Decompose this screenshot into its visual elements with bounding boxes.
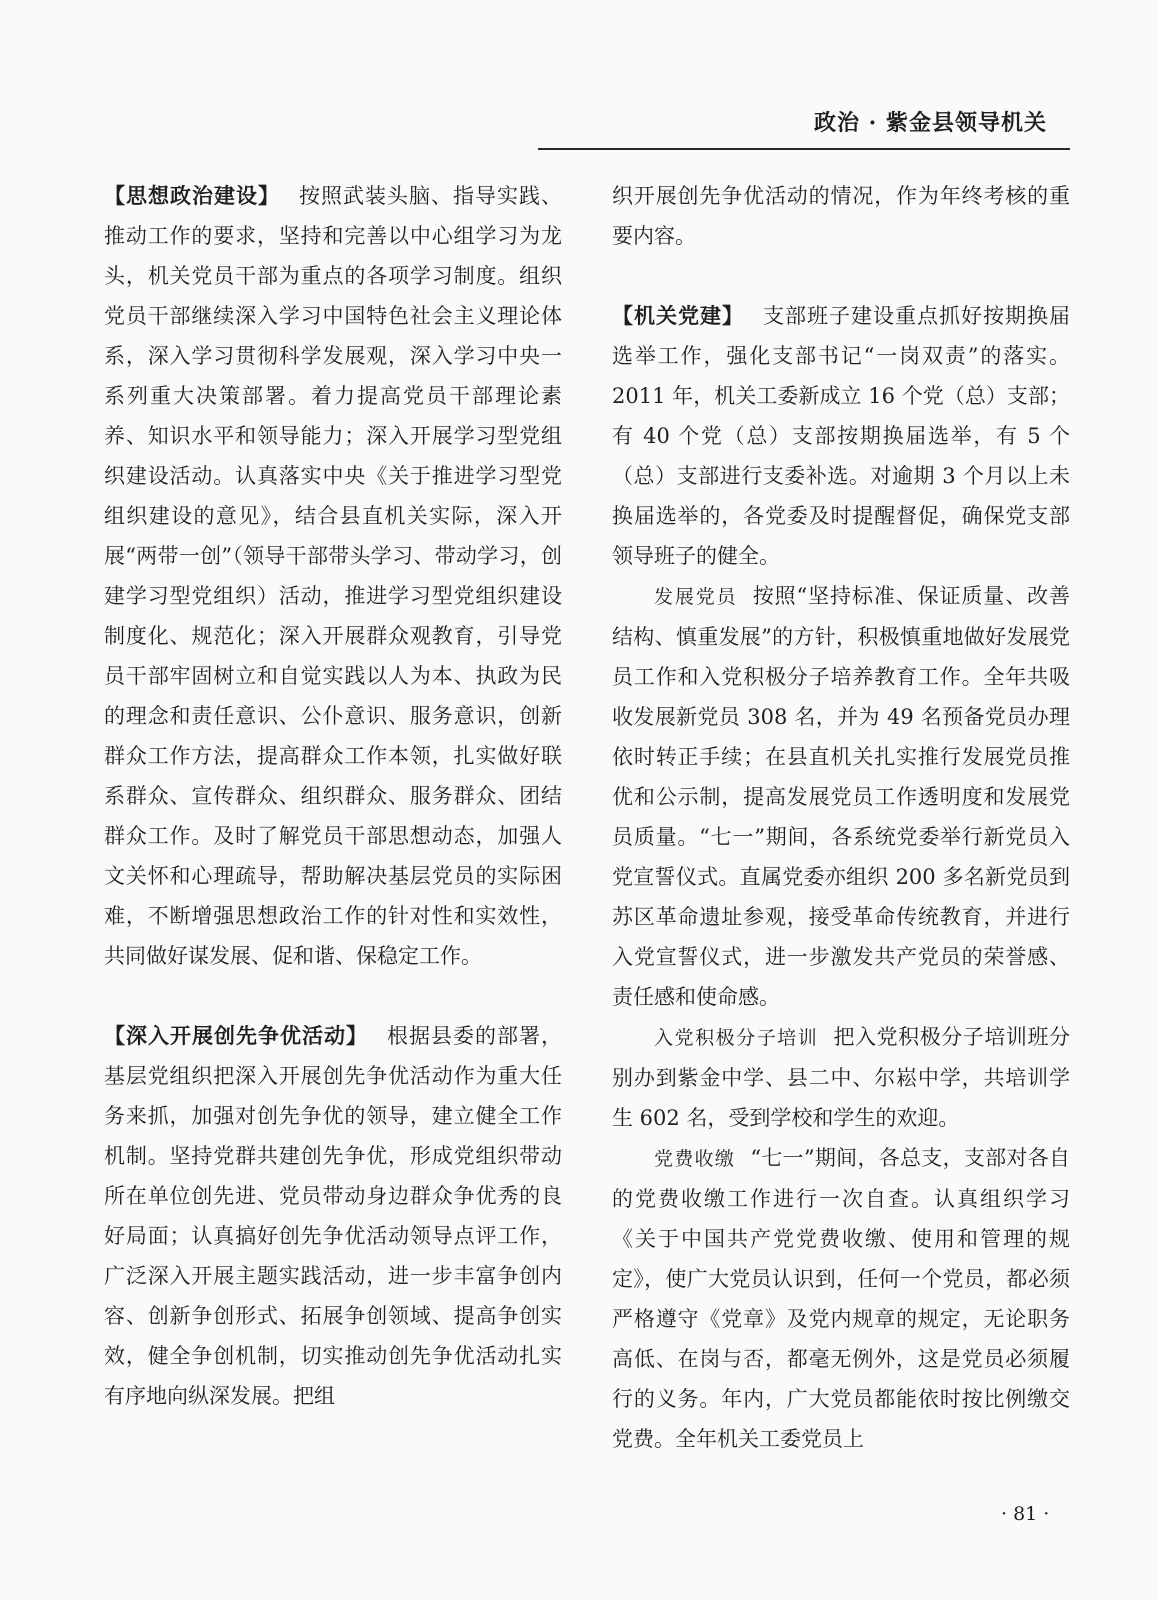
subsection-dues-collection [612, 1138, 1070, 1459]
section-heading: 【深入开展创先争优活动】 [104, 1024, 369, 1048]
section-party-building [612, 296, 1070, 576]
section-ideological-building [104, 176, 562, 976]
section-heading: 【机关党建】 [612, 304, 745, 328]
subsection-heading: 发展党员 [654, 586, 738, 608]
section-heading: 【思想政治建设】 [104, 184, 281, 208]
subsection-heading: 入党积极分子培训 [654, 1027, 819, 1049]
subsection-activist-training [612, 1017, 1070, 1138]
section-body: 根据县委的部署，基层党组织把深入开展创先争优活动作为重大任务来抓，加强对创先争优的领导，建立健全工作机制。坚持党群共建创先争优，形成党组织带动所在单位创先进、党员带动身边群众争优秀的良好局面；认真搞好创先争优活动领导点评工作，广泛深入开展主题实践活动，进一步丰富争创内容、创新争创形式、拓展争创领域、提高争创实效，健全争创机制，切实推动创先争优活动扎实有序地向纵深发展。把组 [104, 1024, 563, 1408]
section-excellence-campaign [104, 1016, 562, 1416]
running-header-title: 政治 · 紫金县领导机关 [814, 110, 1047, 136]
page-number: · 81 · [1001, 1503, 1050, 1525]
section-body: 按照武装头脑、指导实践、推动工作的要求，坚持和完善以中心组学习为龙头，机关党员干部为重点的各项学习制度。组织党员干部继续深入学习中国特色社会主义理论体系，深入学习贯彻科学发展观，深入学习中央一系列重大决策部署。着力提高党员干部理论素养、知识水平和领导能力；深入开展学习型党组织建设活动。认真落实中央《关于推进学习型党组织建设的意见》，结合县直机关实际，深入开展“两带一创”（领导干部带头学习、带动学习，创建学习型党组织）活动，推进学习型党组织建设制度化、规范化；深入开展群众观教育，引导党员干部牢固树立和自觉实践以人为本、执政为民的理念和责任意识、公仆意识、服务意识，创新群众工作方法，提高群众工作本领，扎实做好联系群众、宣传群众、组织群众、服务群众、团结群众工作。及时了解党员干部思想动态，加强人文关怀和心理疏导，帮助解决基层党员的实际困难，不断增强思想政治工作的针对性和实效性，共同做好谋发展、促和谐、保稳定工作。 [104, 184, 562, 968]
header-rule [538, 148, 1070, 150]
subsection-heading: 党费收缴 [654, 1148, 736, 1170]
left-column [104, 176, 562, 1416]
section-body: 支部班子建设重点抓好按期换届选举工作，强化支部书记“一岗双责”的落实。2011 年，机关工委新成立 16 个党（总）支部；有 40 个党（总）支部按期换届选举，有 5 个（总）支部进行支委补选。对逾期 3 个月以上未换届选举的，各党委及时提醒督促，确保党支部领导班子的健全。 [612, 304, 1071, 568]
subsection-body: “七一”期间，各总支，支部对各自的党费收缴工作进行一次自查。认真组织学习《关于中国共产党党费收缴、使用和管理的规定》，使广大党员认识到，任何一个党员，都必须严格遵守《党章》及党内规章的规定，无论职务高低、在岗与否，都毫无例外，这是党员必须履行的义务。年内，广大党员都能依时按比例缴交党费。全年机关工委党员上 [612, 1146, 1070, 1451]
continued-paragraph: 织开展创先争优活动的情况，作为年终考核的重要内容。 [612, 184, 1070, 248]
right-column [612, 176, 1070, 1459]
subsection-body: 把入党积极分子培训班分别办到紫金中学、县二中、尔崧中学，共培训学生 602 名，受到学校和学生的欢迎。 [612, 1025, 1070, 1130]
subsection-member-development [612, 576, 1070, 1017]
subsection-body: 按照“坚持标准、保证质量、改善结构、慎重发展”的方针，积极慎重地做好发展党员工作和入党积极分子培养教育工作。全年共吸收发展新党员 308 名，并为 49 名预备党员办理依时转正手续；在县直机关扎实推行发展党员推优和公示制，提高发展党员工作透明度和发展党员质量。“七一”期间，各系统党委举行新党员入党宣誓仪式。直属党委亦组织 200 多名新党员到苏区革命遗址参观，接受革命传统教育，并进行入党宣誓仪式，进一步激发共产党员的荣誉感、责任感和使命感。 [612, 584, 1070, 1009]
